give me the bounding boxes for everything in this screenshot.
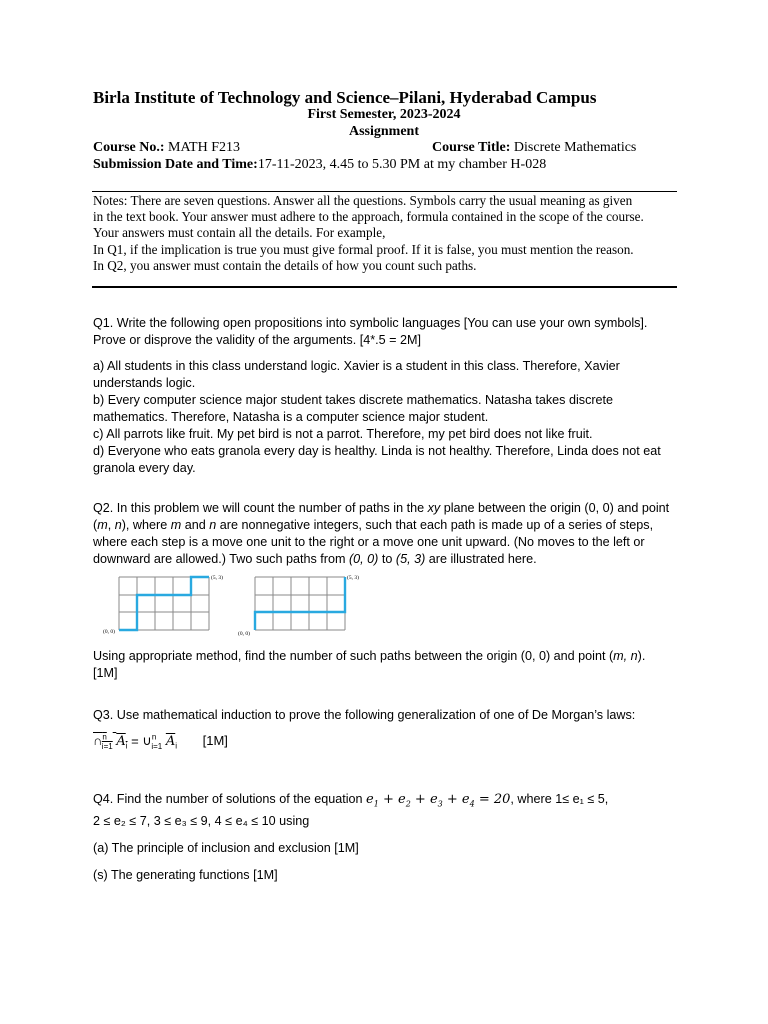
- q1-part-b: b) Every computer science major student takes discrete mathematics. Natasha takes discrete mathematics. Therefore, Natasha is a computer science major student.: [93, 393, 614, 424]
- q2-text: Q2. In this problem we will count the number of paths in the xy plane between the origin (0, 0) and point (m, n), where m and n are nonnegative integers, such that each path is made up of a series of steps, where each step is a move one unit to the right or a move one unit upward. (No moves to the left or downward are allowed.) Two such paths from (0, 0) to (5, 3) are illustrated here.: [93, 501, 670, 566]
- notes-line: In Q2, you answer must contain the details of how you count such paths.: [93, 257, 477, 273]
- document-type: Assignment: [348, 124, 419, 139]
- formula-equals: =: [131, 733, 143, 749]
- semester: First Semester, 2023-2024: [307, 107, 461, 122]
- course-number-label: Course No.:: [93, 140, 165, 155]
- q1-part-a: a) All students in this class understand logic. Xavier is a student in this class. Therefore, Xavier understands logic.: [93, 359, 620, 390]
- question-3: [93, 707, 673, 724]
- notes-bottom-rule: [92, 286, 677, 288]
- q1-part-c: c) All parrots like fruit. My pet bird is not a parrot. Therefore, my pet bird does not like fruit.: [93, 427, 593, 441]
- notes-line: in the text book. Your answer must adhere to the approach, formula contained in the scope of the course.: [93, 209, 644, 225]
- q4-constraints: 2 ≤ e₂ ≤ 7, 3 ≤ e₃ ≤ 9, 4 ≤ e₄ ≤ 10 using: [93, 813, 310, 828]
- course-number: [93, 140, 240, 156]
- fig1-origin-label: (0, 0): [103, 629, 115, 635]
- q4-equation: $e_1 + e_2 + e_3 + e_4 = 20$: [366, 792, 511, 809]
- q3-marks: [1M]: [202, 733, 228, 749]
- course-title-value: Discrete Mathematics: [513, 140, 637, 155]
- notes-top-rule: [92, 191, 677, 192]
- q1-intro: Q1. Write the following open propositions into symbolic languages [You can use your own symbols].: [93, 316, 648, 330]
- fig1-end-label: (5, 3): [211, 575, 223, 581]
- notes-line: In Q1, if the implication is true you must give formal proof. If it is false, you must mention the reason.: [93, 241, 634, 257]
- q2-followup: Using appropriate method, find the number of such paths between the origin (0, 0) and point (m, n).: [93, 649, 646, 663]
- course-number-value: MATH F213: [168, 140, 241, 155]
- submission-value: 17-11-2023, 4.45 to 5.30 PM at my chamber H-028: [257, 157, 547, 172]
- question-2-task: [93, 648, 673, 682]
- q3-text: Q3. Use mathematical induction to prove the following generalization of one of De Morgan’s laws:: [93, 708, 636, 722]
- q4-part-a: (a) The principle of inclusion and exclusion [1M]: [93, 840, 359, 855]
- lattice-paths-svg: [93, 572, 365, 640]
- de-morgan-formula: [93, 733, 228, 751]
- q1-intro-2: Prove or disprove the validity of the arguments. [4*.5 = 2M]: [93, 333, 421, 347]
- notes-block: [93, 193, 683, 274]
- notes-line: Your answers must contain all the details. For example,: [93, 225, 386, 241]
- q2-marks: [1M]: [93, 666, 118, 680]
- course-title-label: Course Title:: [432, 140, 511, 155]
- institute-name: Birla Institute of Technology and Science–Pilani, Hyderabad Campus: [93, 88, 597, 107]
- formula-rhs: ∪$^n_{i=1}$ $\overline{A}_i$: [142, 733, 178, 751]
- lattice-paths-figure: [93, 572, 365, 640]
- question-1: [93, 315, 673, 477]
- q1-part-d: d) Everyone who eats granola every day is healthy. Linda is not healthy. Therefore, Linda does not eat granola every day.: [93, 444, 661, 475]
- q4-text: Q4. Find the number of solutions of the equation $e_1 + e_2 + e_3 + e_4 = 20$, where 1≤ e₁ ≤ 5,: [93, 792, 609, 809]
- fig2-end-label: (5, 3): [347, 575, 359, 581]
- formula-lhs: ∩$^n_{i=1}$ $A_i$: [93, 733, 128, 751]
- fig2-origin-label: (0, 0): [238, 631, 250, 637]
- q4-part-s: (s) The generating functions [1M]: [93, 867, 278, 882]
- notes-line: Notes: There are seven questions. Answer all the questions. Symbols carry the usual meaning as given: [93, 193, 633, 208]
- question-4: [93, 791, 673, 884]
- submission-label: Submission Date and Time:: [93, 157, 258, 172]
- submission-info: [93, 157, 546, 173]
- course-title: [432, 140, 636, 156]
- question-2: [93, 500, 673, 568]
